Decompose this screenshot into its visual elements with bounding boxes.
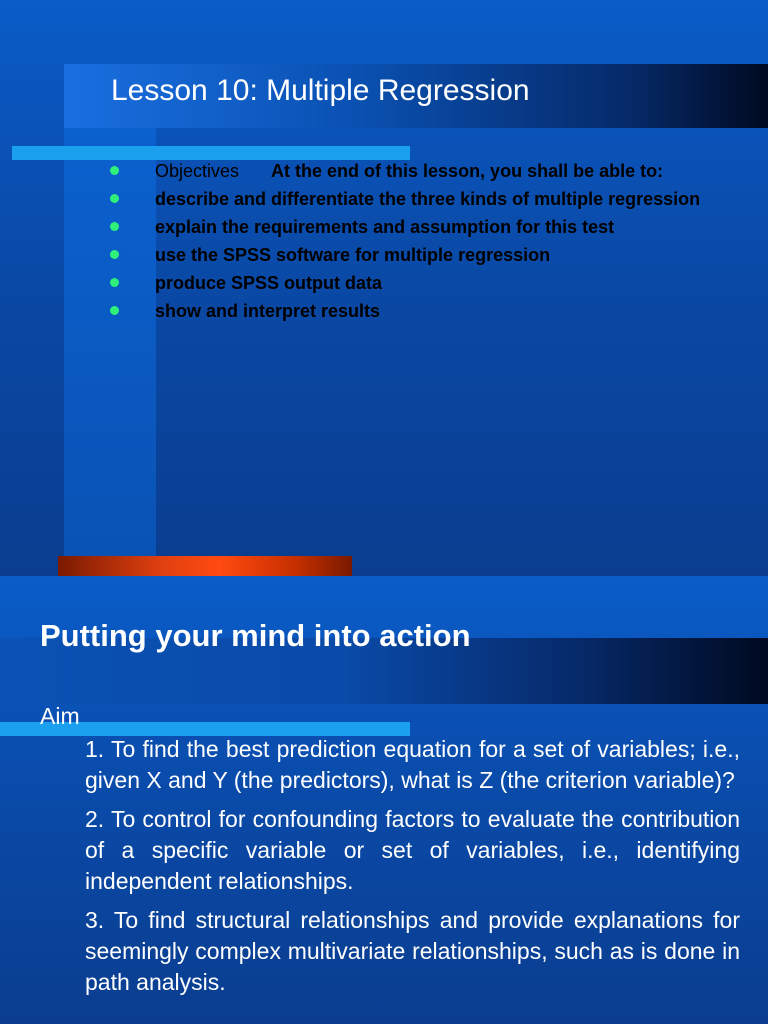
list-item — [108, 160, 728, 183]
bullet-icon — [110, 222, 119, 231]
bullet-icon — [110, 278, 119, 287]
bullet-icon — [110, 250, 119, 259]
objectives-list — [108, 160, 728, 328]
bullet-text: At the end of this lesson, you shall be able to: — [271, 161, 664, 181]
aim-point: 2. To control for confounding factors to evaluate the contribution of a specific variable or set of variables, i.e., identifying independent relationships. — [85, 806, 740, 894]
bullet-icon — [110, 166, 119, 175]
bullet-icon — [110, 194, 119, 203]
list-item — [108, 216, 728, 239]
bullet-text: describe and differentiate the three kinds of multiple regression — [155, 189, 701, 209]
aim-point: 3. To find structural relationships and provide explanations for seemingly complex multivariate relationships, such as is done in path analysis. — [85, 907, 740, 995]
objectives-label: Objectives — [155, 161, 240, 181]
orange-accent-bar — [58, 556, 352, 576]
bullet-text: use the SPSS software for multiple regression — [155, 245, 551, 265]
accent-bar — [12, 146, 410, 160]
list-item — [108, 272, 728, 295]
bullet-icon — [110, 306, 119, 315]
list-item — [108, 244, 728, 267]
bullet-text: produce SPSS output data — [155, 273, 383, 293]
slide-2 — [0, 576, 768, 1024]
bullet-text: explain the requirements and assumption for this test — [155, 217, 615, 237]
list-item — [108, 188, 728, 211]
aim-label: Aim — [40, 703, 80, 729]
aim-point: 1. To find the best prediction equation for a set of variables; i.e., given X and Y (the predictors), what is Z (the criterion variable)? — [85, 736, 740, 793]
slide-title: Lesson 10: Multiple Regression — [111, 74, 530, 107]
bullet-text: show and interpret results — [155, 301, 381, 321]
list-item — [108, 300, 728, 323]
slide-title: Putting your mind into action — [40, 618, 471, 653]
slide-body — [40, 701, 740, 1006]
